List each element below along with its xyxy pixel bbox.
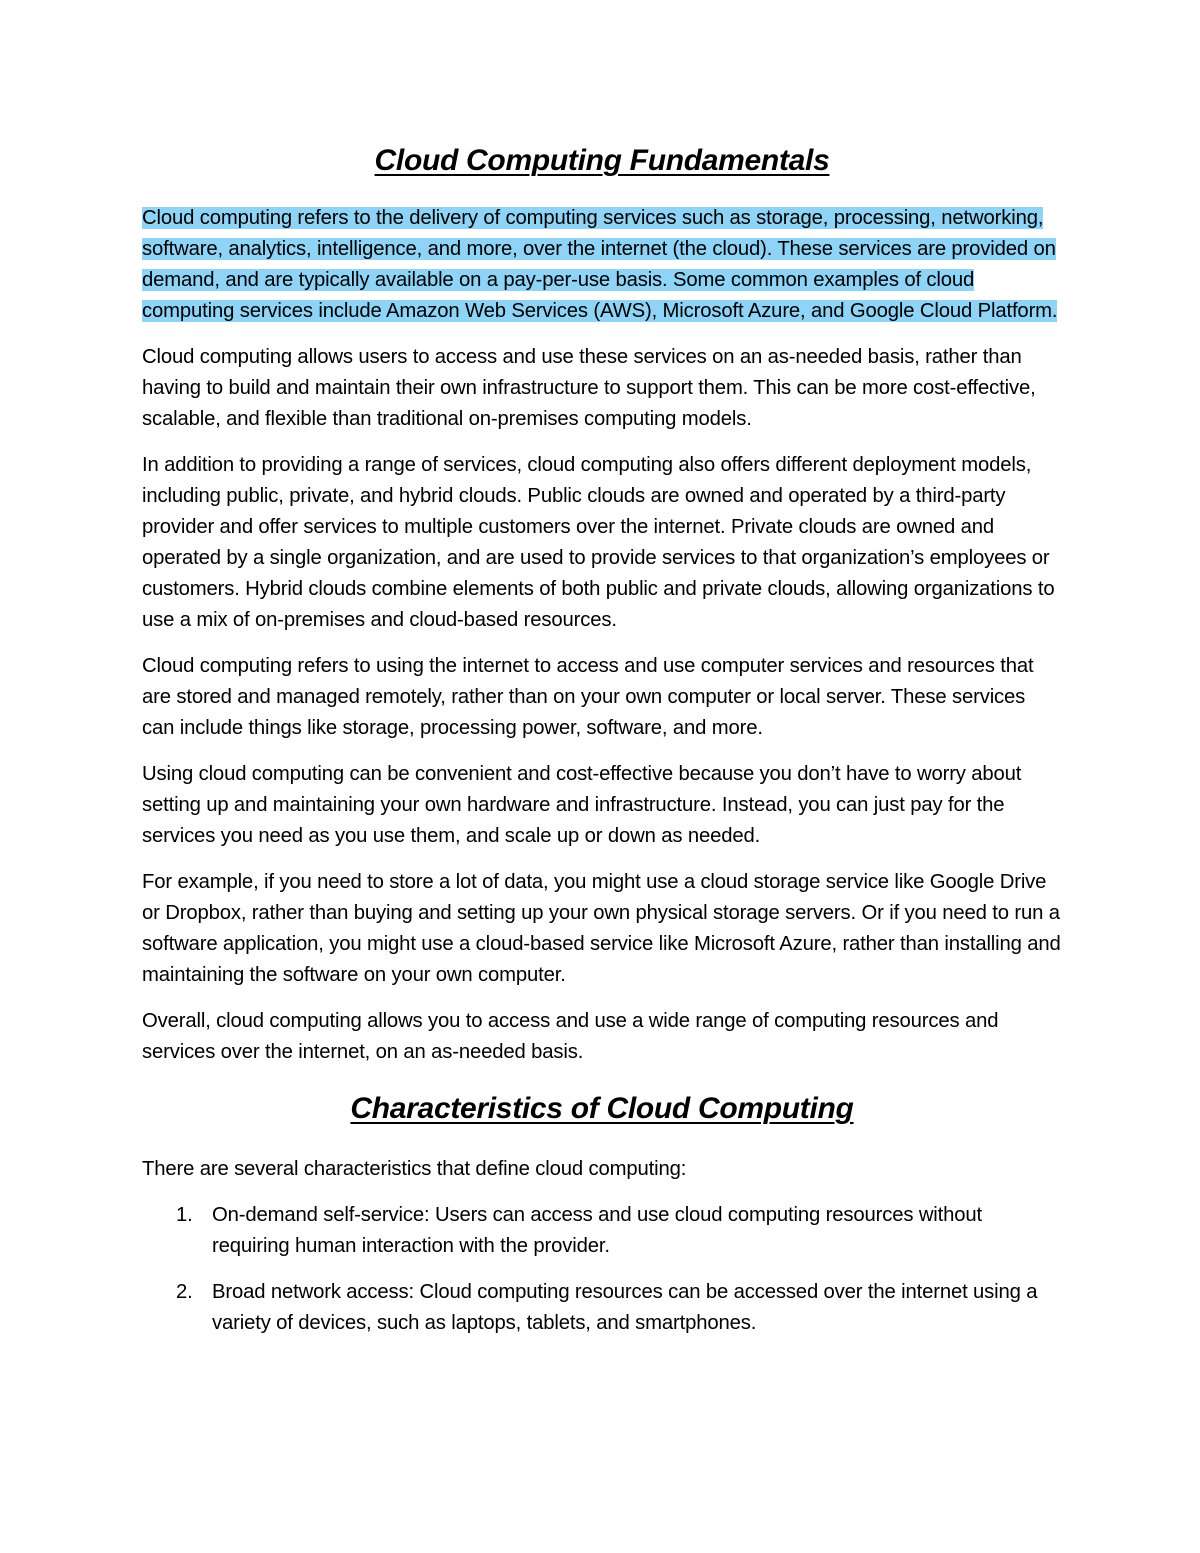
paragraph-cost-effective: Using cloud computing can be convenient and cost-effective because you don’t have to worry about setting up and maintaining your own hardware and infrastructure. Instead, you can just pay for the services you need as you use them, and scale up or down as needed. <box>142 763 1022 847</box>
paragraph-deployment-models: In addition to providing a range of services, cloud computing also offers different deployment models, including public, private, and hybrid clouds. Public clouds are owned and operated by a third-party provider and offer services to multiple customers over the internet. Private clouds are owned and operated by a single organization, and are used to provide services to that organization’s employees or customers. Hybrid clouds combine elements of both public and private clouds, allowing organizations to use a mix of on-premises and cloud-based resources. <box>142 454 1055 631</box>
section-title-characteristics: Characteristics of Cloud Computing <box>350 1092 854 1125</box>
list-item-text: Broad network access: Cloud computing resources can be accessed over the internet using a variety of devices, such as laptops, tablets, and smartphones. <box>212 1281 1038 1334</box>
paragraph-on-demand: Cloud computing allows users to access and use these services on an as-needed basis, rather than having to build and maintain their own infrastructure to support them. This can be more cost-effective, scalable, and flexible than traditional on-premises computing models. <box>142 346 1036 430</box>
paragraph-overall: Overall, cloud computing allows you to access and use a wide range of computing resources and services over the internet, on an as-needed basis. <box>142 1010 999 1063</box>
document-body <box>142 140 1062 1354</box>
list-item-number: 1. <box>176 1204 193 1226</box>
paragraph-example: For example, if you need to store a lot of data, you might use a cloud storage service like Google Drive or Dropbox, rather than buying and setting up your own physical storage servers. Or if you need to run a software application, you might use a cloud-based service like Microsoft Azure, rather than installing and maintaining the software on your own computer. <box>142 871 1061 986</box>
list-item-number: 2. <box>176 1281 193 1303</box>
characteristics-list <box>142 1200 1062 1339</box>
document-title: Cloud Computing Fundamentals <box>374 144 830 177</box>
highlighted-text: Cloud computing refers to the delivery of computing services such as storage, processing, networking, software, analytics, intelligence, and more, over the internet (the cloud). These services are provided on demand, and are typically available on a pay-per-use basis. Some common examples of cloud computing services include Amazon Web Services (AWS), Microsoft Azure, and Google Cloud Platform. <box>142 207 1058 322</box>
paragraph-definition: Cloud computing refers to using the internet to access and use computer services and resources that are stored and managed remotely, rather than on your own computer or local server. These services can include things like storage, processing power, software, and more. <box>142 655 1034 739</box>
list-item <box>142 1277 1062 1339</box>
section-intro: There are several characteristics that define cloud computing: <box>142 1158 687 1180</box>
list-item-text: On-demand self-service: Users can access and use cloud computing resources without requiring human interaction with the provider. <box>212 1204 983 1257</box>
list-item <box>142 1200 1062 1262</box>
intro-paragraph <box>142 203 1062 327</box>
